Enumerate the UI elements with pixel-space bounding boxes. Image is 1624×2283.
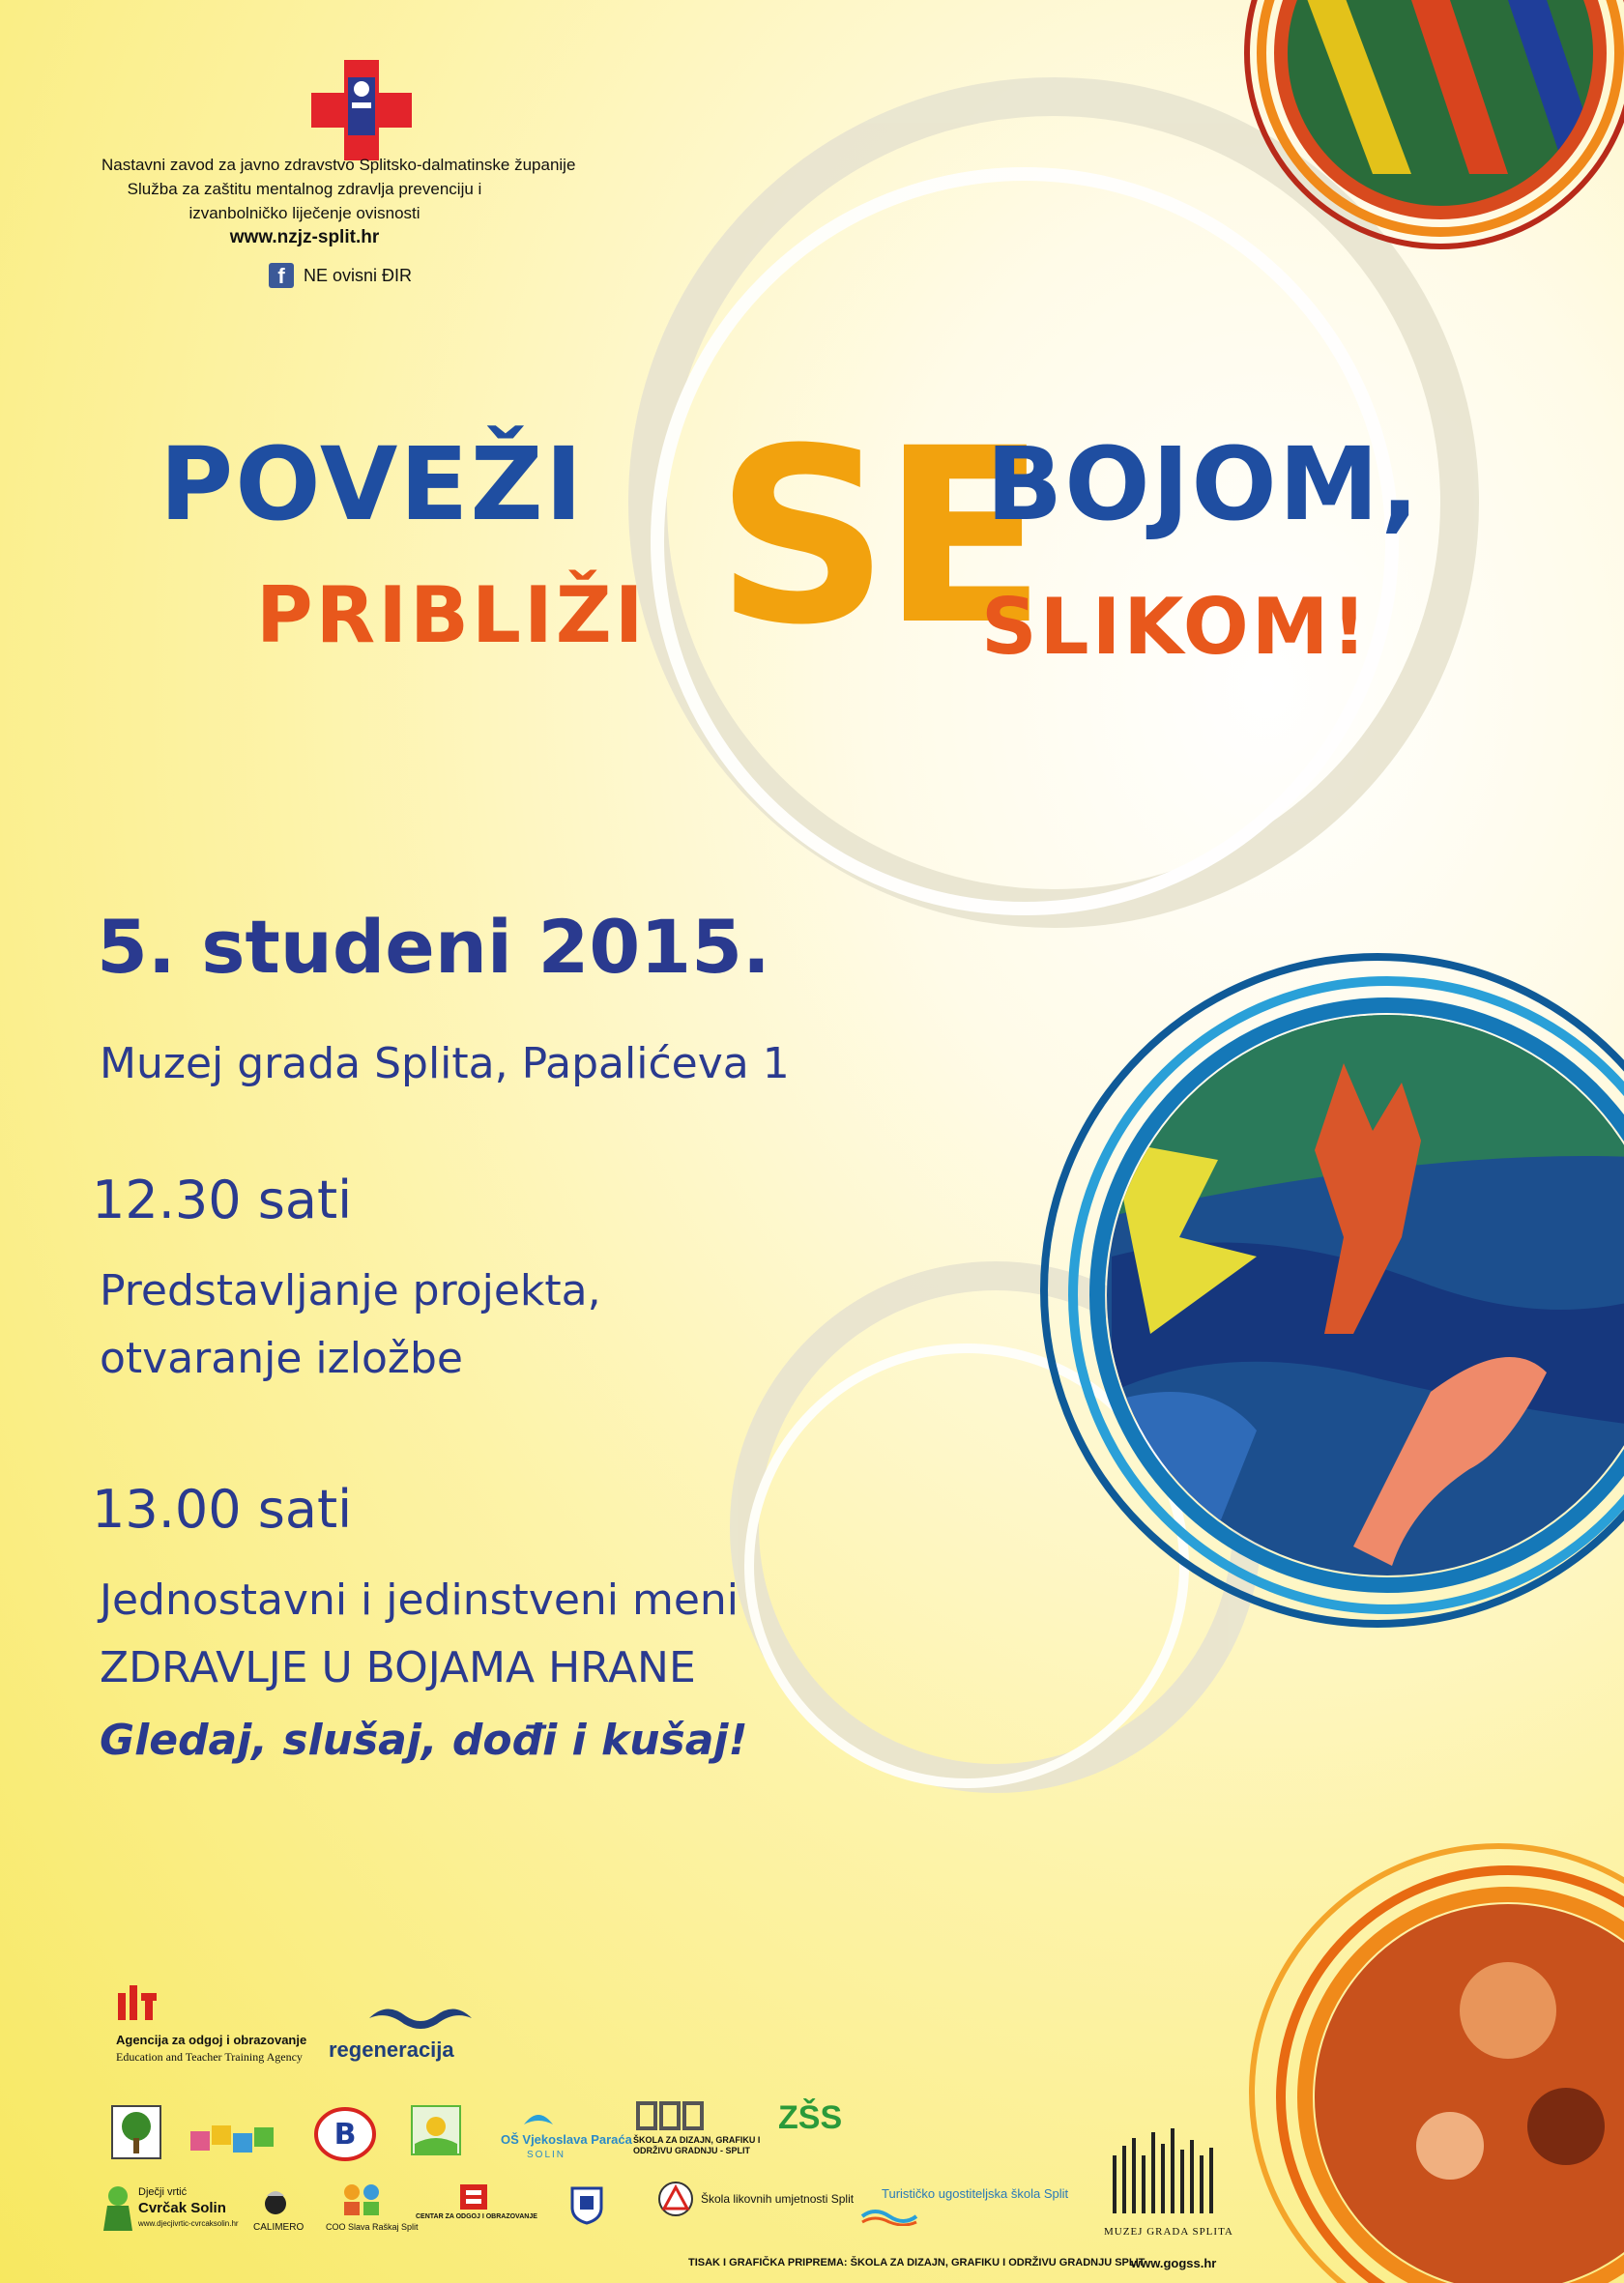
headline-se: SE xyxy=(715,396,1039,678)
event-slogan: Gledaj, slušaj, dođi i kušaj! xyxy=(100,1716,748,1765)
aoo-name-en: Education and Teacher Training Agency xyxy=(116,2050,303,2064)
headline-word-priblizi: PRIBLIŽI xyxy=(256,570,647,660)
cvrcak-name: Cvrčak Solin xyxy=(138,2200,226,2216)
organization-header xyxy=(102,153,576,249)
zss-logo: ZŠS xyxy=(778,2099,843,2136)
regeneracija-name: regeneracija xyxy=(329,2037,454,2062)
facebook-icon: f xyxy=(269,263,294,288)
centar-icon xyxy=(456,2182,491,2211)
headline-word-bojom: BOJOM, xyxy=(986,425,1421,543)
carpet-circle-middle xyxy=(1044,957,1624,1624)
coo-name: COO Slava Raškaj Split xyxy=(326,2222,419,2232)
event-desc-1b: otvaranje izložbe xyxy=(100,1334,463,1383)
headline-word-slikom: SLIKOM! xyxy=(981,582,1370,672)
aoo-name: Agencija za odgoj i obrazovanje xyxy=(116,2033,307,2047)
carpet-circle-top xyxy=(1247,0,1624,246)
sun-logo xyxy=(411,2105,461,2155)
event-time-2: 13.00 sati xyxy=(92,1479,353,1540)
blocks-logo xyxy=(188,2122,285,2160)
headline-word-povezi: POVEŽI xyxy=(160,425,585,543)
facebook-page-name: NE ovisni ĐIR xyxy=(304,265,413,285)
cvrcak-icon xyxy=(100,2182,136,2233)
aoo-logo xyxy=(116,1983,159,2022)
cvrcak-type: Dječji vrtić xyxy=(138,2186,188,2198)
calimero-icon xyxy=(261,2186,290,2215)
org-service: Služba za zaštitu mentalnog zdravlja prevenciju i xyxy=(127,180,482,198)
likovna-name: Škola likovnih umjetnosti Split xyxy=(701,2192,855,2206)
muzej-logo xyxy=(1107,2126,1223,2223)
event-desc-2a: Jednostavni i jedinstveni meni xyxy=(100,1575,740,1625)
coo-icon xyxy=(338,2182,385,2217)
vjekoslava-name: OŠ Vjekoslava Paraća xyxy=(501,2132,632,2147)
regeneracija-logo xyxy=(367,1999,474,2034)
event-time-1: 12.30 sati xyxy=(92,1170,353,1230)
event-desc-2b: ZDRAVLJE U BOJAMA HRANE xyxy=(100,1643,696,1692)
gogs-name: ŠKOLA ZA DIZAJN, GRAFIKU I xyxy=(633,2135,761,2145)
likovna-icon xyxy=(657,2181,694,2217)
coat-of-arms-icon xyxy=(570,2186,603,2225)
event-desc-1a: Predstavljanje projekta, xyxy=(100,1266,601,1315)
muzej-name: MUZEJ GRADA SPLITA xyxy=(1104,2226,1233,2238)
print-credits-url[interactable]: www.gogss.hr xyxy=(1131,2256,1217,2270)
turisticka-wave-icon xyxy=(860,2207,918,2226)
vjekoslava-logo xyxy=(522,2105,555,2132)
print-credits: TISAK I GRAFIČKA PRIPREMA: ŠKOLA ZA DIZAJN, GRAFIKU I ODRŽIVU GRADNJU SPLIT xyxy=(688,2257,1146,2269)
carpet-circle-bottom xyxy=(1252,1846,1624,2283)
nzjz-logo xyxy=(311,60,412,160)
b-logo xyxy=(314,2107,376,2161)
facebook-link[interactable] xyxy=(269,263,412,288)
cvrcak-url[interactable]: www.djecjivrtic-cvrcaksolin.hr xyxy=(138,2219,239,2228)
tree-logo xyxy=(111,2105,161,2159)
event-date: 5. studeni 2015. xyxy=(97,904,770,990)
calimero-name: CALIMERO xyxy=(253,2222,304,2233)
event-location: Muzej grada Splita, Papalićeva 1 xyxy=(100,1039,790,1088)
org-name: Nastavni zavod za javno zdravstvo Splitsko-dalmatinske županije xyxy=(102,156,576,174)
org-website[interactable]: www.nzjz-split.hr xyxy=(229,227,380,247)
centar-name: CENTAR ZA ODGOJ I OBRAZOVANJE xyxy=(416,2213,537,2220)
svg-text:B: B xyxy=(334,2118,357,2152)
turisticka-name: Turističko ugostiteljska škola Split xyxy=(882,2186,1069,2201)
gogs-logo xyxy=(636,2099,704,2132)
org-service-2: izvanbolničko liječenje ovisnosti xyxy=(188,204,420,222)
vjekoslava-town: SOLIN xyxy=(527,2150,566,2160)
gogs-name-2: ODRŽIVU GRADNJU - SPLIT xyxy=(633,2146,751,2155)
